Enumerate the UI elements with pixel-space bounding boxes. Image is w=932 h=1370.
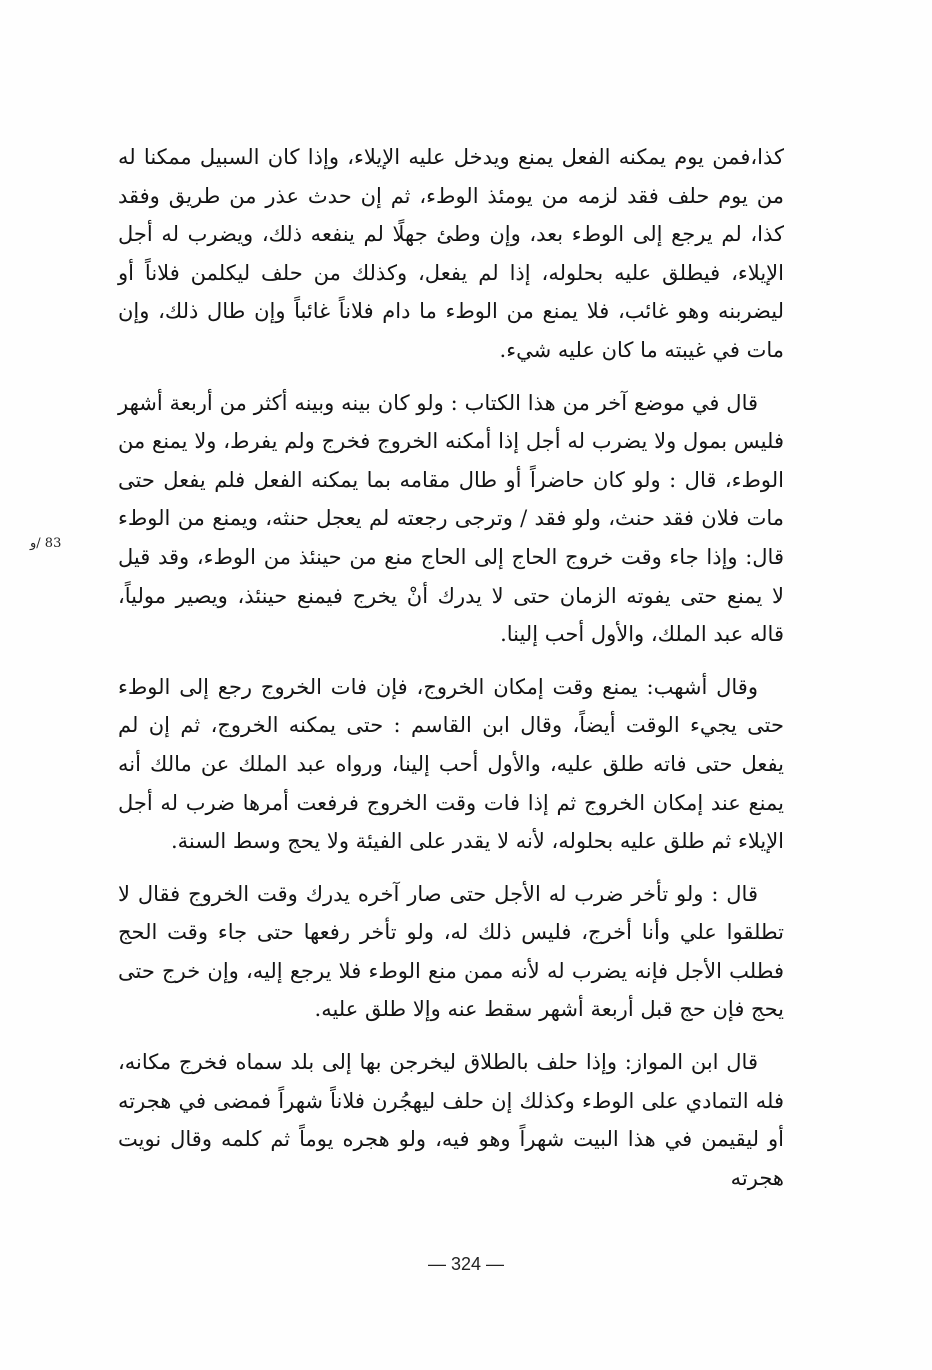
- page-number: — 324 —: [427, 1254, 505, 1274]
- paragraph: قال ابن المواز: وإذا حلف بالطلاق ليخرجن بها إلى بلد سماه فخرج مكانه، فله التمادي على الوطء وكذلك إن حلف ليهجُرن فلاناً شهراً فمضى في هجرته أو ليقيمن في هذا البيت شهراً وهو فيه، ولو هجره يوماً ثم كلمه وقال نويت هجرته: [118, 1050, 784, 1190]
- paragraph: قال : ولو تأخر ضرب له الأجل حتى صار آخره يدرك وقت الخروج فقال لا تطلقوا علي وأنا أخرج، فليس ذلك له، ولو تأخر رفعها حتى جاء وقت الحج فطلب الأجل فإنه يضرب له لأنه ممن منع الوطء فلا يرجع إليه، وإن خرج حتى يحج فإن حج قبل أربعة أشهر سقط عنه وإلا طلق عليه.: [118, 881, 784, 1022]
- body-text: [118, 138, 784, 1211]
- folio-marginal-note: 83 /و: [30, 536, 62, 551]
- paragraph: قال في موضع آخر من هذا الكتاب : ولو كان بينه وبينه أكثر من أربعة أشهر فليس بمول ولا يضرب له أجل إذا أمكنه الخروج فخرج ولم يفرط، ولا يمنع من الوطء، قال : ولو كان حاضراً أو طال مقامه بما يمكنه الفعل فلم يفعل حتى مات فلان فقد حنث، ولو فقد / وترجى رجعته لم يعجل حنثه، ويمنع من الوطء قال: وإذا جاء وقت خروج الحاج إلى الحاج منع من حينئذ من الوطء، وقد قيل لا يمنع حتى يفوته الزمان حتى لا يدرك أنْ يخرج فيمنع حينئذ، ويصير مولياً، قاله عبد الملك، والأول أحب إلينا.: [118, 390, 784, 647]
- paragraph: وقال أشهب: يمنع وقت إمكان الخروج، فإن فات الخروج رجع إلى الوطء حتى يجيء الوقت أيضاً، وقال ابن القاسم : حتى يمكنه الخروج، ثم إن لم يفعل حتى فاته طلق عليه، والأول أحب إلينا، ورواه عبد الملك عن مالك أنه يمنع عند إمكان الخروج ثم إذا فات وقت الخروج فرفعت أمرها ضرب له أجل الإيلاء ثم طلق عليه بحلوله، لأنه لا يقدر على الفيئة ولا يحج وسط السنة.: [118, 674, 784, 854]
- paragraph: كذا،فمن يوم يمكنه الفعل يمنع ويدخل عليه الإيلاء، وإذا كان السبيل ممكنا له من يوم حلف فقد لزمه من يومئذ الوطء، ثم إن حدث عذر من طريق وفقد كذا، لم يرجع إلى الوطء بعد، وإن وطئ جهلًا لم ينفعه ذلك، ويضرب له أجل الإيلاء، فيطلق عليه بحلوله، إذا لم يفعل، وكذلك من حلف ليكلمن فلاناً أو ليضربنه وهو غائب، فلا يمنع من الوطء ما دام فلاناً غائباً وإن طال ذلك، وإن مات في غيبته ما كان عليه شيء.: [118, 145, 784, 362]
